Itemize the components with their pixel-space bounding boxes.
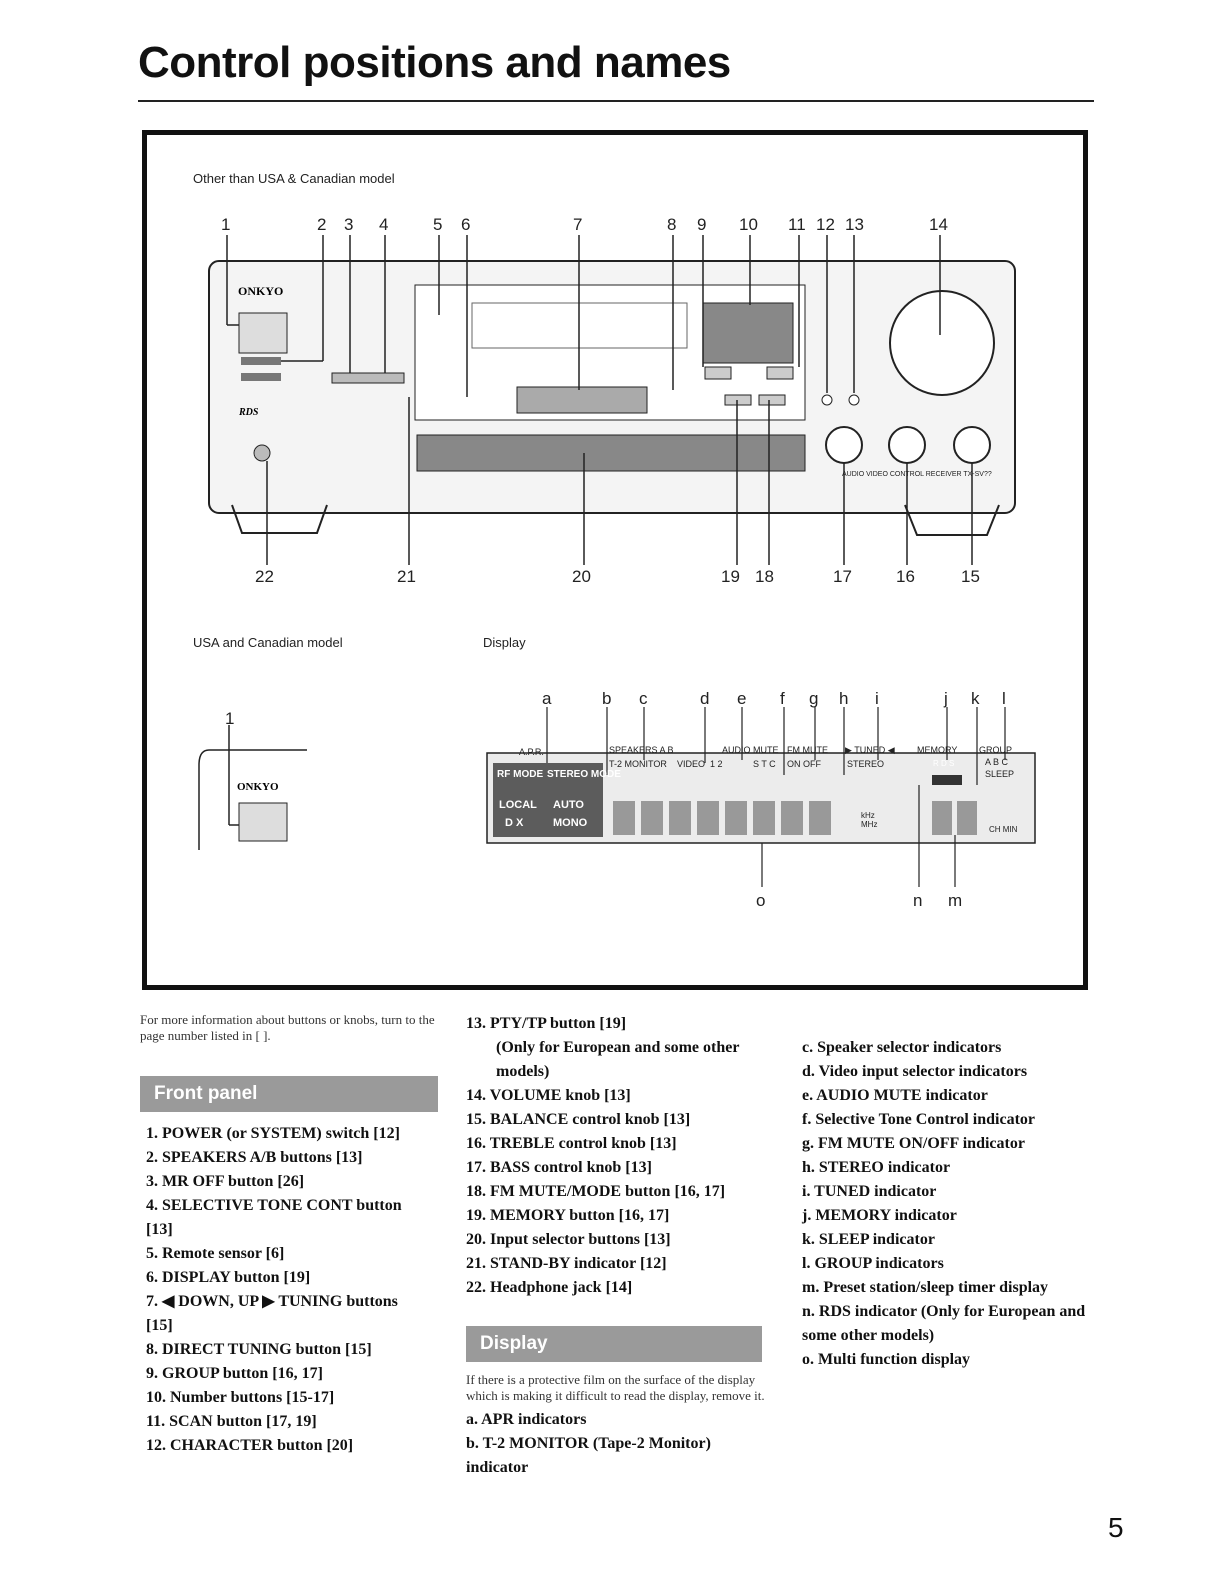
callout-number: 22 [255,567,274,586]
section-heading-front-panel: Front panel [140,1076,438,1112]
display-label-sleep: SLEEP [985,769,1015,779]
display-letter: o [756,891,766,910]
speaker-a-button [241,357,281,365]
display-label-group: GROUP [979,745,1013,755]
callout-number: 14 [929,215,948,234]
display-label-video-nums: 1 2 [710,759,723,769]
callout-number: 12 [816,215,835,234]
list-item: k. SLEEP indicator [802,1231,935,1248]
callout-number: 10 [739,215,758,234]
display-label-stc: S T C [753,759,776,769]
rds-logo: RDS [239,407,259,418]
display-letter: f [780,689,785,708]
callout-number: 6 [461,215,471,234]
list-item: h. STEREO indicator [802,1159,951,1176]
list-item: 17. BASS control knob [13] [466,1159,652,1176]
title-rule [138,100,1094,102]
display-label-rds: R D S [933,759,955,768]
list-item: 22. Headphone jack [14] [466,1279,633,1296]
column-display [802,1036,1092,1372]
power-switch [239,313,287,353]
list-item: e. AUDIO MUTE indicator [802,1087,988,1104]
balance-knob [954,427,990,463]
callout-number: 1 [225,709,235,728]
volume-knob [890,291,994,395]
rds-indicator-block [932,775,962,785]
callout-number: 3 [344,215,354,234]
page-title: Control positions and names [138,38,731,87]
mr-off-tone-buttons [332,373,404,383]
callout-number: 16 [896,567,915,586]
list-item: m. Preset station/sleep timer display [802,1279,1049,1296]
display-label-dx: D X [505,817,524,829]
callout-number: 2 [317,215,327,234]
callout-number: 9 [697,215,707,234]
memory-button [725,395,751,405]
list-item: 19. MEMORY button [16, 17] [466,1207,670,1224]
list-item: 11. SCAN button [17, 19] [146,1413,317,1430]
list-item: 18. FM MUTE/MODE button [16, 17] [466,1183,726,1200]
caption-usa-model: USA and Canadian model [193,635,343,650]
display-label-rf-mode: RF MODE [497,769,544,780]
display-letter: b [602,689,612,708]
list-item: 6. DISPLAY button [19] [146,1269,311,1286]
list-item: 16. TREBLE control knob [13] [466,1135,677,1152]
list-item: 14. VOLUME knob [13] [466,1087,631,1104]
intro-note: For more information about buttons or knobs, turn to the page number listed in [ ]. [140,1012,435,1043]
callout-number: 21 [397,567,416,586]
list-item: c. Speaker selector indicators [802,1039,1002,1056]
callout-number: 20 [572,567,591,586]
display-label-speakers: SPEAKERS A B [609,745,674,755]
list-item: o. Multi function display [802,1351,971,1368]
list-item: b. T-2 MONITOR (Tape-2 Monitor) indicator [466,1435,711,1476]
group-button [705,367,731,379]
column-front-panel-1 [140,1012,440,1458]
callout-number: 15 [961,567,980,586]
display-letter: c [639,689,648,708]
display-letter: e [737,689,747,708]
display-label-on-off: ON OFF [787,759,821,769]
callout-number: 7 [573,215,583,234]
display-letter: g [809,689,819,708]
usa-brand-logo: ONKYO [237,781,279,793]
number-buttons [703,303,793,363]
front-panel-list [140,1122,428,1458]
display-letter: j [944,689,948,708]
display-letter: i [875,689,879,708]
display-label-fm-mute: FM MUTE [787,745,828,755]
pty-button [849,395,859,405]
list-item: i. TUNED indicator [802,1183,937,1200]
display-label-video: VIDEO [677,759,706,769]
figure-frame [142,130,1088,990]
callout-number: 13 [845,215,864,234]
callout-number: 11 [788,215,806,234]
callout-number: 4 [379,215,389,234]
callout-number: 17 [833,567,852,586]
list-item: j. MEMORY indicator [802,1207,957,1224]
list-item: 20. Input selector buttons [13] [466,1231,671,1248]
callout-number: 19 [721,567,740,586]
section-heading-display: Display [466,1326,762,1362]
display-letter: h [839,689,849,708]
list-item: 4. SELECTIVE TONE CONT button [13] [146,1197,402,1238]
display-label-group-abc: A B C [985,757,1009,767]
list-item: 1. POWER (or SYSTEM) switch [12] [146,1125,400,1142]
speaker-b-button [241,373,281,381]
receiver-illustration [147,135,1083,985]
model-text: AUDIO VIDEO CONTROL RECEIVER TX-SV?? [842,471,992,478]
list-item: 2. SPEAKERS A/B buttons [13] [146,1149,363,1166]
list-item: 12. CHARACTER button [20] [146,1437,354,1454]
list-item: 21. STAND-BY indicator [12] [466,1255,667,1272]
callout-number: 1 [221,215,231,234]
display-letter: k [971,689,980,708]
callout-number: 18 [755,567,774,586]
display-label-ch-min: CH MIN [989,825,1018,834]
page-number: 5 [1108,1512,1124,1543]
treble-knob [889,427,925,463]
display-label-mono: MONO [553,817,588,829]
list-item: 9. GROUP button [16, 17] [146,1365,323,1382]
list-item: 15. BALANCE control knob [13] [466,1111,691,1128]
character-button [822,395,832,405]
display-label-audio-mute: AUDIO MUTE [722,745,779,755]
display-label-auto: AUTO [553,799,584,811]
display-letter: n [913,891,923,910]
display-note: If there is a protective film on the surface of the display which is making it difficult to read the display, remove it. [466,1372,765,1403]
list-item: 10. Number buttons [15-17] [146,1389,335,1406]
display-label-t2monitor: T-2 MONITOR [609,759,667,769]
display-letter: m [948,891,963,910]
list-item: 3. MR OFF button [26] [146,1173,305,1190]
list-item: d. Video input selector indicators [802,1063,1028,1080]
display-label-local: LOCAL [499,799,537,811]
input-selector-buttons [417,435,805,471]
display-label-stereo-mode: STEREO MODE [547,769,621,780]
column-front-panel-2 [466,1012,776,1480]
list-item: 8. DIRECT TUNING button [15] [146,1341,372,1358]
list-item: 5. Remote sensor [6] [146,1245,285,1262]
bass-knob [826,427,862,463]
list-item: a. APR indicators [466,1411,587,1428]
list-item: f. Selective Tone Control indicator [802,1111,1036,1128]
list-item: g. FM MUTE ON/OFF indicator [802,1135,1025,1152]
display-label-khz-mhz: kHz MHz [861,811,878,829]
display-label-stereo: STEREO [847,759,885,769]
tuning-buttons [517,387,647,413]
fm-mute-button [759,395,785,405]
display-letter: l [1002,689,1006,708]
callout-number: 8 [667,215,677,234]
display-letter: d [700,689,710,708]
display-letter: a [542,689,552,708]
list-item: n. RDS indicator (Only for European and some other models) [802,1303,1086,1344]
scan-button [767,367,793,379]
display-label-apr: A.P.R. [519,747,544,757]
list-item-note: (Only for European and some other models) [496,1039,740,1080]
brand-logo: ONKYO [238,284,284,298]
callout-number: 5 [433,215,443,234]
caption-other-models: Other than USA & Canadian model [193,171,395,186]
list-item: l. GROUP indicators [802,1255,944,1272]
headphone-jack [254,445,270,461]
list-item: 7. ◀ DOWN, UP ▶ TUNING buttons [15] [146,1293,398,1334]
display-label-tuned: ▶ TUNED ◀ [845,745,895,755]
usa-power-switch [239,803,287,841]
display-label-memory: MEMORY [917,745,958,755]
list-item: 13. PTY/TP button [19] [466,1015,627,1032]
caption-display: Display [483,635,526,650]
